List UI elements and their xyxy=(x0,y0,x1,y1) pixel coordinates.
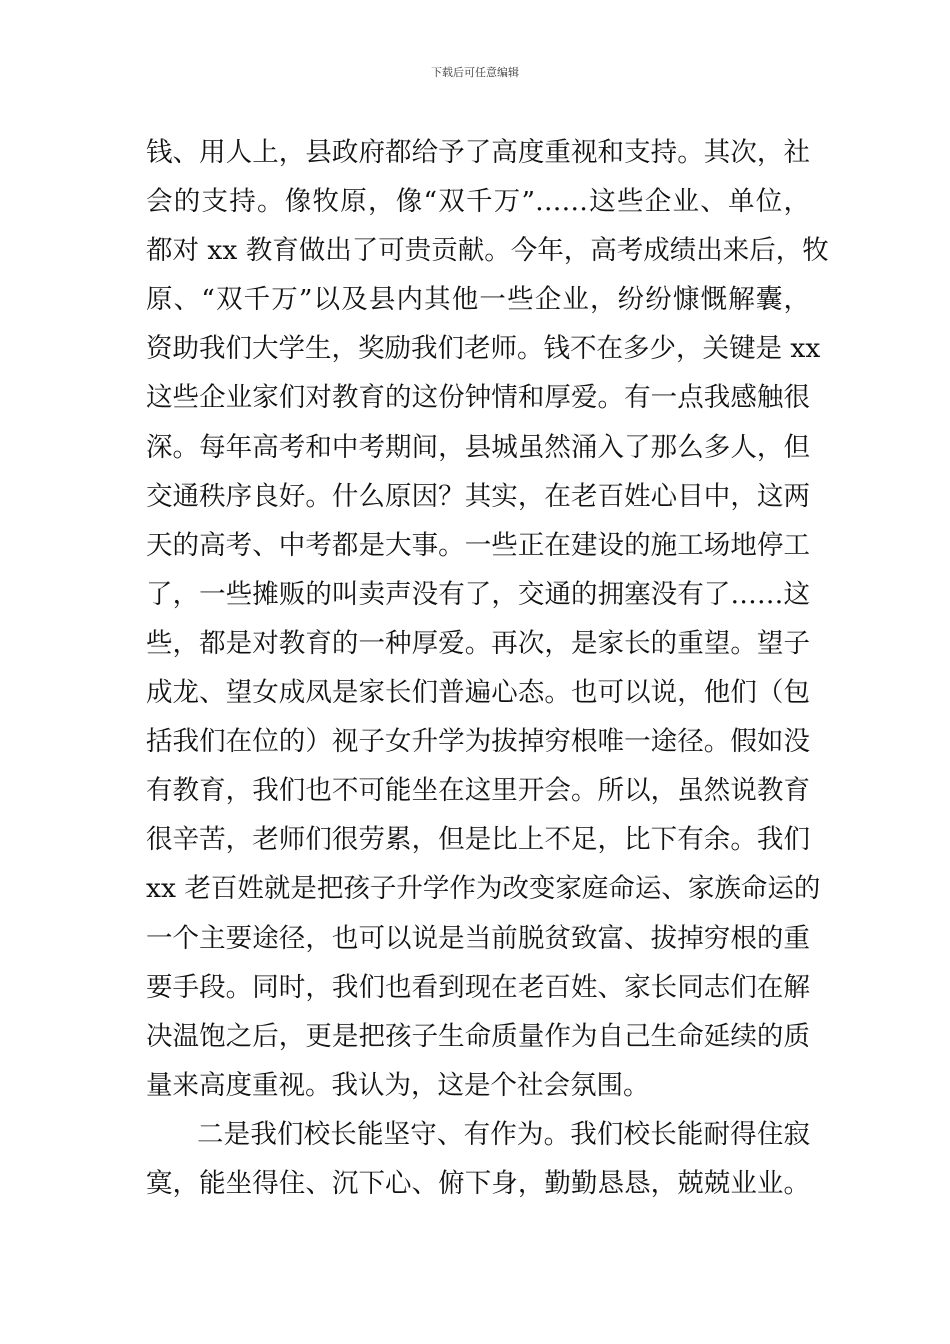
text-line: 深。每年高考和中考期间，县城虽然涌入了那么多人，但 xyxy=(146,431,810,463)
text-line: 要手段。同时，我们也看到现在老百姓、家长同志们在解 xyxy=(146,971,810,1003)
text-line: 量来高度重视。我认为，这是个社会氛围。 xyxy=(146,1069,650,1101)
text-line: 资助我们大学生，奖励我们老师。钱不在多少，关键是 xx xyxy=(146,333,821,365)
text-line: 交通秩序良好。什么原因？其实，在老百姓心目中，这两 xyxy=(146,480,810,512)
document-body xyxy=(146,128,829,1208)
text-line: 都对 xx 教育做出了可贵贡献。今年，高考成绩出来后，牧 xyxy=(146,235,829,267)
text-line: 有教育，我们也不可能坐在这里开会。所以，虽然说教育 xyxy=(146,775,810,807)
text-line: 天的高考、中考都是大事。一些正在建设的施工场地停工 xyxy=(146,529,810,561)
text-line: 成龙、望女成凤是家长们普遍心态。也可以说，他们（包 xyxy=(146,677,810,709)
page-header: 下载后可任意编辑 xyxy=(431,66,519,79)
text-line: 这些企业家们对教育的这份钟情和厚爱。有一点我感触很 xyxy=(146,382,810,414)
text-line: 一个主要途径，也可以说是当前脱贫致富、拔掉穷根的重 xyxy=(146,922,810,954)
text-line: 原、“双千万”以及县内其他一些企业，纷纷慷慨解囊， xyxy=(146,284,810,316)
text-line: xx 老百姓就是把孩子升学作为改变家庭命运、家族命运的 xyxy=(146,873,821,905)
text-line: 决温饱之后，更是把孩子生命质量作为自己生命延续的质 xyxy=(146,1020,810,1052)
text-line: 二是我们校长能坚守、有作为。我们校长能耐得住寂 xyxy=(197,1118,810,1150)
text-line: 些，都是对教育的一种厚爱。再次，是家长的重望。望子 xyxy=(146,627,810,659)
text-line: 会的支持。像牧原，像“双千万”……这些企业、单位， xyxy=(146,186,810,218)
paragraph xyxy=(146,128,829,1110)
text-line: 寞，能坐得住、沉下心、俯下身，勤勤恳恳，兢兢业业。 xyxy=(146,1167,810,1199)
text-line: 括我们在位的）视子女升学为拔掉穷根唯一途径。假如没 xyxy=(146,726,810,758)
paragraph xyxy=(146,1110,810,1208)
text-line: 钱、用人上，县政府都给予了高度重视和支持。其次，社 xyxy=(146,137,810,168)
text-line: 很辛苦，老师们很劳累，但是比上不足，比下有余。我们 xyxy=(146,824,810,856)
text-line: 了，一些摊贩的叫卖声没有了，交通的拥塞没有了……这 xyxy=(146,578,810,610)
